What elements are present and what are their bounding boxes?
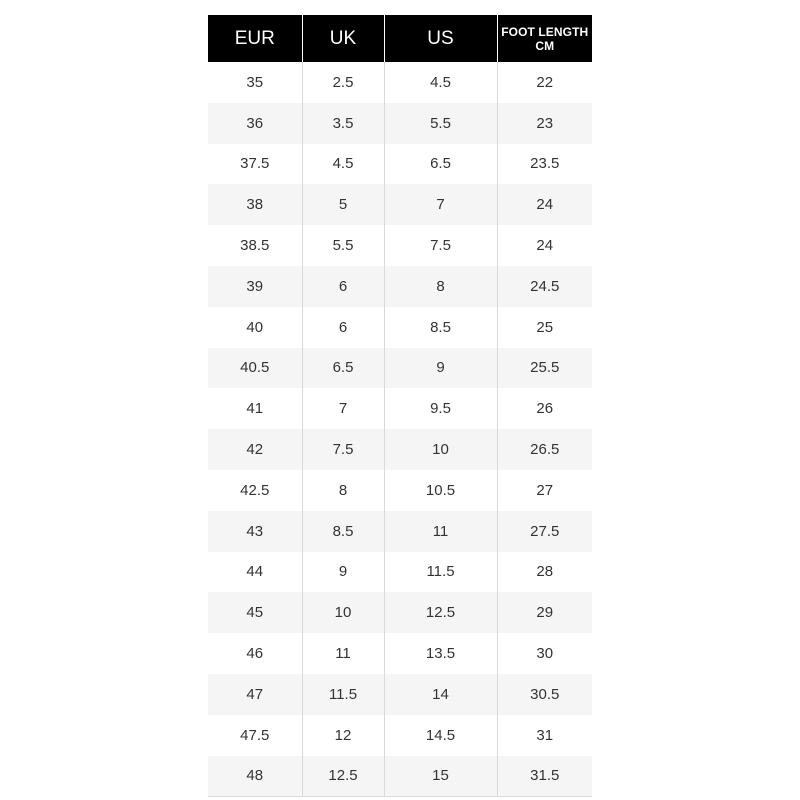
cell-foot: 22 [497, 62, 592, 103]
table-row [208, 225, 592, 266]
table-row [208, 552, 592, 593]
cell-eur: 36 [208, 103, 302, 144]
cell-us: 11.5 [384, 552, 497, 593]
table-row [208, 62, 592, 103]
cell-eur: 48 [208, 756, 302, 797]
cell-us: 12.5 [384, 592, 497, 633]
cell-us: 14 [384, 674, 497, 715]
cell-us: 5.5 [384, 103, 497, 144]
cell-uk: 9 [302, 552, 384, 593]
cell-eur: 47.5 [208, 715, 302, 756]
cell-foot: 24 [497, 225, 592, 266]
cell-eur: 46 [208, 633, 302, 674]
cell-uk: 8.5 [302, 511, 384, 552]
cell-us: 15 [384, 756, 497, 797]
cell-us: 9.5 [384, 388, 497, 429]
table-row [208, 307, 592, 348]
table-row [208, 674, 592, 715]
cell-foot: 30.5 [497, 674, 592, 715]
header-us: US [384, 15, 497, 62]
cell-us: 7.5 [384, 225, 497, 266]
header-uk: UK [302, 15, 384, 62]
cell-uk: 10 [302, 592, 384, 633]
cell-eur: 40.5 [208, 348, 302, 389]
table-row [208, 348, 592, 389]
cell-uk: 11.5 [302, 674, 384, 715]
cell-foot: 25.5 [497, 348, 592, 389]
cell-us: 9 [384, 348, 497, 389]
cell-uk: 7 [302, 388, 384, 429]
cell-eur: 41 [208, 388, 302, 429]
cell-us: 13.5 [384, 633, 497, 674]
table-row [208, 184, 592, 225]
cell-eur: 43 [208, 511, 302, 552]
cell-uk: 7.5 [302, 429, 384, 470]
cell-uk: 12.5 [302, 756, 384, 797]
cell-eur: 35 [208, 62, 302, 103]
table-row [208, 429, 592, 470]
table-header [208, 15, 592, 62]
cell-uk: 6.5 [302, 348, 384, 389]
cell-foot: 24.5 [497, 266, 592, 307]
table-row [208, 633, 592, 674]
header-foot-length-unit: CM [535, 38, 555, 53]
cell-us: 6.5 [384, 144, 497, 185]
cell-foot: 29 [497, 592, 592, 633]
shoe-size-table [208, 15, 592, 797]
table-row [208, 756, 592, 797]
cell-us: 8 [384, 266, 497, 307]
cell-us: 10 [384, 429, 497, 470]
cell-foot: 28 [497, 552, 592, 593]
cell-uk: 4.5 [302, 144, 384, 185]
table-body [208, 62, 592, 797]
header-foot-length [497, 15, 592, 62]
cell-eur: 39 [208, 266, 302, 307]
header-eur: EUR [208, 15, 302, 62]
cell-foot: 24 [497, 184, 592, 225]
cell-eur: 47 [208, 674, 302, 715]
table-row [208, 511, 592, 552]
cell-foot: 26.5 [497, 429, 592, 470]
table-row [208, 103, 592, 144]
table-row [208, 388, 592, 429]
cell-foot: 31 [497, 715, 592, 756]
cell-eur: 38.5 [208, 225, 302, 266]
cell-uk: 5.5 [302, 225, 384, 266]
cell-us: 4.5 [384, 62, 497, 103]
cell-foot: 27.5 [497, 511, 592, 552]
cell-us: 10.5 [384, 470, 497, 511]
cell-foot: 30 [497, 633, 592, 674]
cell-uk: 3.5 [302, 103, 384, 144]
cell-foot: 26 [497, 388, 592, 429]
table-row [208, 592, 592, 633]
cell-foot: 27 [497, 470, 592, 511]
cell-foot: 31.5 [497, 756, 592, 797]
header-row [208, 15, 592, 62]
cell-eur: 44 [208, 552, 302, 593]
header-foot-length-label: FOOT LENGTH [501, 24, 589, 39]
cell-us: 7 [384, 184, 497, 225]
cell-uk: 2.5 [302, 62, 384, 103]
cell-eur: 45 [208, 592, 302, 633]
table-row [208, 266, 592, 307]
cell-eur: 38 [208, 184, 302, 225]
cell-uk: 6 [302, 307, 384, 348]
cell-uk: 5 [302, 184, 384, 225]
cell-foot: 25 [497, 307, 592, 348]
cell-foot: 23 [497, 103, 592, 144]
cell-eur: 42 [208, 429, 302, 470]
table-row [208, 715, 592, 756]
cell-eur: 40 [208, 307, 302, 348]
cell-foot: 23.5 [497, 144, 592, 185]
cell-uk: 8 [302, 470, 384, 511]
table-row [208, 470, 592, 511]
cell-eur: 42.5 [208, 470, 302, 511]
cell-us: 11 [384, 511, 497, 552]
cell-uk: 6 [302, 266, 384, 307]
cell-us: 14.5 [384, 715, 497, 756]
cell-uk: 12 [302, 715, 384, 756]
cell-us: 8.5 [384, 307, 497, 348]
cell-eur: 37.5 [208, 144, 302, 185]
table-row [208, 144, 592, 185]
cell-uk: 11 [302, 633, 384, 674]
